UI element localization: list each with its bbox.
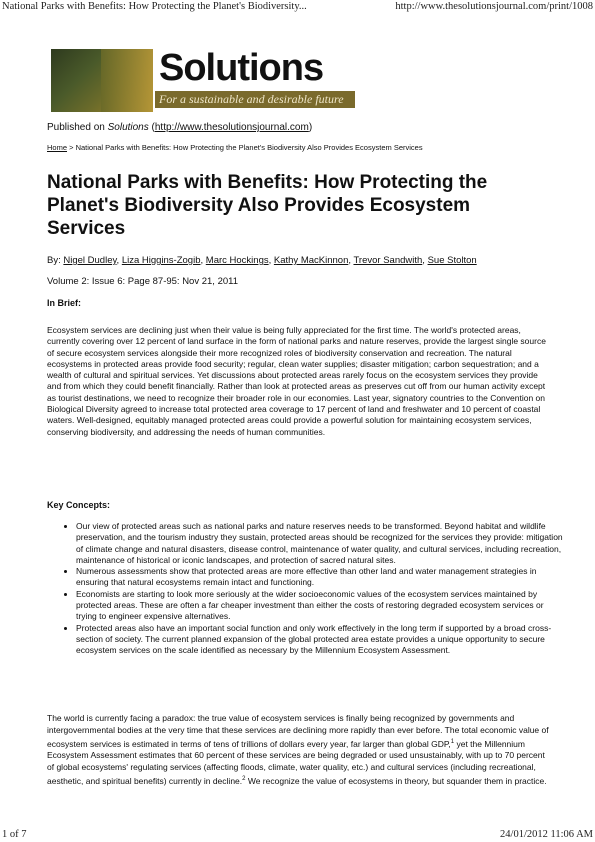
header-url: http://www.thesolutionsjournal.com/print/1008 xyxy=(395,1,593,12)
footnote-ref[interactable]: 2 xyxy=(242,775,246,782)
author-line: By: Nigel Dudley, Liza Higgins-Zogib, Marc Hockings, Kathy MacKinnon, Trevor Sandwith, Sue Stolton xyxy=(47,255,477,266)
solutions-logo[interactable] xyxy=(51,49,356,112)
author-link[interactable]: Trevor Sandwith xyxy=(353,255,423,266)
article-title: National Parks with Benefits: How Protecting the Planet's Biodiversity Also Provides Ecosystem Services xyxy=(47,172,488,239)
volume-info: Volume 2: Issue 6: Page 87-95: Nov 21, 2011 xyxy=(47,276,239,287)
published-line: Published on Solutions (http://www.thesolutionsjournal.com) xyxy=(47,122,313,133)
print-timestamp: 24/01/2012 11:06 AM xyxy=(500,829,593,840)
print-footer xyxy=(0,828,595,842)
logo-tagline: For a sustainable and desirable future xyxy=(155,91,355,108)
author-link[interactable]: Marc Hockings xyxy=(205,255,269,266)
author-link[interactable]: Nigel Dudley xyxy=(63,255,117,266)
key-concept-item: • Our view of protected areas such as national parks and nature reserves needs to be transformed. Beyond habitat and wildlife preservation, and the tourism industry they sustain, protected areas should be recognized for the services they provide: mitigation of climate change and natural disasters, disease control, maintenance of water quality, and cultural services, including recreation, maintenance of historical or iconic landscapes, and protection of sacred natural sites. xyxy=(76,521,564,566)
print-header xyxy=(0,0,595,14)
header-title: National Parks with Benefits: How Protecting the Planet's Biodiversity... xyxy=(2,1,307,12)
key-concepts-list xyxy=(62,521,564,657)
author-link[interactable]: Sue Stolton xyxy=(427,255,477,266)
key-concept-item: • Numerous assessments show that protected areas are more effective than other land and water management strategies in ensuring that natural ecosystems remain intact and functioning. xyxy=(76,566,564,589)
author-link[interactable]: Kathy MacKinnon xyxy=(273,255,349,266)
in-brief-paragraph: Ecosystem services are declining just when their value is being fully appreciated for the first time. The world's protected areas, currently covering over 12 percent of land surface in the form of national parks and nature reserves, provide the largest single source of secure ecosystem services alongside their more recognized roles of biodiversity conservation and recreation. The natural ecosystems in protected areas provide food security; regular, clean water supplies; disaster mitigation; carbon sequestration; and a wealth of cultural and spiritual services. Yet discussions about protected areas rarely focus on the ecosystem services they provide and from which they could benefit financially. Rather than look at protected areas as preserves cut off from our human activity except as tourist destinations, we need to recognize their broader role in our economies. Last year, signatory countries to the Convention on Biological Diversity agreed to increase total protected area coverage to 17 percent of land and freshwater and 10 percent of coastal waters. Well-designed, equitably managed protected areas could provide a powerful solution for maintaining ecosystem services, conserving biodiversity, and addressing the needs of human communities. xyxy=(47,325,546,437)
logo-spiral-image xyxy=(101,49,153,112)
breadcrumb-home-link[interactable]: Home xyxy=(47,143,68,152)
journal-name: Solutions xyxy=(107,122,149,133)
breadcrumb-current: National Parks with Benefits: How Protecting the Planet's Biodiversity Also Provides Ecosystem Services xyxy=(75,143,423,152)
author-link[interactable]: Liza Higgins-Zogib xyxy=(121,255,201,266)
key-concept-item: • Economists are starting to look more seriously at the wider socioeconomic values of the ecosystem services maintained by protected areas. These are often a far cheaper investment than either the costs of restoring degraded ecosystem services or trying to engineer expensive alternatives. xyxy=(76,589,564,623)
key-concept-item: • Protected areas also have an important social function and only work effectively in the long term if supported by a broad cross-section of society. The current planned expansion of the global protected area estate provides a unique opportunity to secure ecosystem services on the scale identified as necessary by the Millennium Ecosystem Assessment. xyxy=(76,623,564,657)
logo-title: Solutions xyxy=(159,47,324,89)
key-concepts-heading: Key Concepts: xyxy=(47,500,111,510)
breadcrumb: Home > National Parks with Benefits: How Protecting the Planet's Biodiversity Also Provides Ecosystem Services xyxy=(47,143,423,152)
page-count: 1 of 7 xyxy=(2,829,27,840)
footnote-ref[interactable]: 1 xyxy=(450,738,455,745)
in-brief-heading: In Brief: xyxy=(47,298,82,308)
body-paragraph: The world is currently facing a paradox: the true value of ecosystem services is finally being recognized by governments and intergovernmental bodies at the very time that these services are declining more rapidly than ever before. The total economic value of ecosystem services is estimated in terms of tens of trillions of dollars every year, far larger than global GDP,$^1$ yet the Millennium Ecosystem Assessment estimates that 60 percent of these services are being degraded or used unsustainably, with up to 70 percent of global ecosystems' regulating services (affecting floods, climate, water quality, etc.) and cultural services (including recreational, aesthetic, and spiritual benefits) currently in decline.$^2$ We recognize the value of ecosystems in theory, but squander them in practice. xyxy=(47,713,549,786)
journal-link[interactable]: http://www.thesolutionsjournal.com xyxy=(154,122,309,133)
